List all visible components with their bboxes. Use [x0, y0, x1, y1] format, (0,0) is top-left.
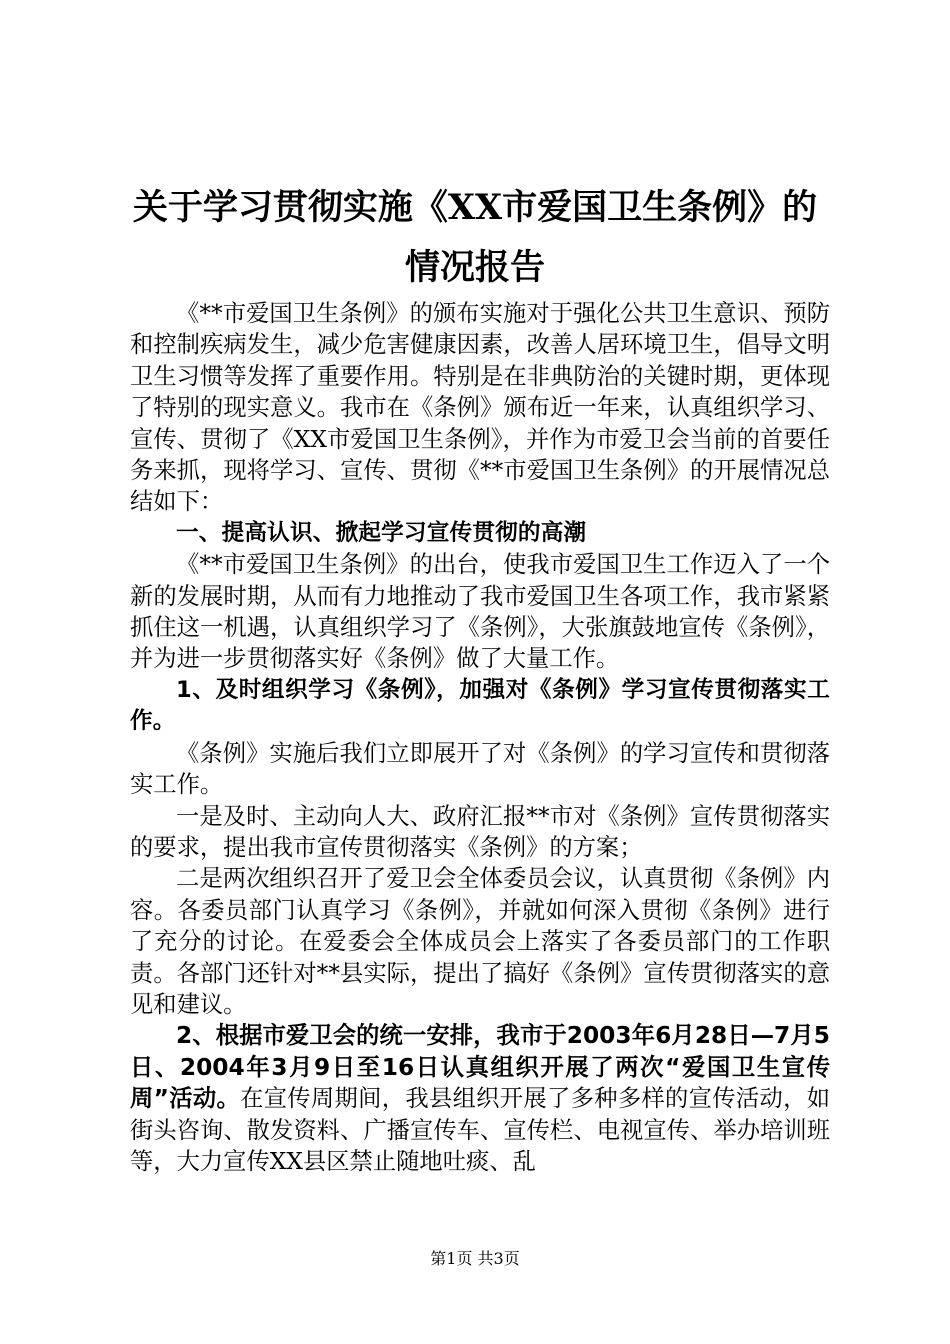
subsection-heading-1: 1、及时组织学习《条例》，加强对《条例》学习宣传贯彻落实工作。	[130, 676, 830, 735]
item-one-paragraph: 一是及时、主动向人大、政府汇报**市对《条例》宣传贯彻落实的要求，提出我市宣传贯彻落实《条例》的方案；	[130, 802, 830, 861]
item-two-paragraph: 二是两次组织召开了爱卫会全体委员会议，认真贯彻《条例》内容。各委员部门认真学习《条例》，并就如何深入贯彻《条例》进行了充分的讨论。在爱委会全体成员会上落实了各委员部门的工作职责。各部门还针对**县实际，提出了搞好《条例》宣传贯彻落实的意见和建议。	[130, 865, 830, 1018]
subsection-heading-2: 2、根据市爱卫会的统一安排，我市于2003年6月28日—7月5日、2004年3月9日至16日认真组织开展了两次“爱国卫生宣传周”活动。	[130, 1022, 830, 1113]
subsection-2-text: 在宣传周期间，我县组织开展了多种多样的宣传活动，如街头咨询、散发资料、广播宣传车、宣传栏、电视宣传、举办培训班等，大力宣传XX县区禁止随地吐痰、乱	[130, 1085, 831, 1175]
section-heading-1: 一、提高认识、掀起学习宣传贯彻的高潮	[176, 519, 587, 546]
page-number: 第1页 共3页	[430, 1249, 520, 1268]
document-title-line2: 情况报告	[404, 247, 545, 288]
document-body	[130, 298, 830, 1177]
section-1-paragraph: 《**市爱国卫生条例》的出台，使我市爱国卫生工作迈入了一个新的发展时期，从而有力地推动了我市爱国卫生各项工作，我市紧紧抓住这一机遇，认真组织学习了《条例》，大张旗鼓地宣传《条例》，并为进一步贯彻落实好《条例》做了大量工作。	[130, 551, 830, 673]
subsection-1-paragraph: 《条例》实施后我们立即展开了对《条例》的学习宣传和贯彻落实工作。	[130, 739, 830, 799]
document-title-line1: 关于学习贯彻实施《XX市爱国卫生条例》的	[132, 187, 818, 228]
subsection-2-paragraph	[130, 1020, 830, 1177]
intro-paragraph: 《**市爱国卫生条例》的颁布实施对于强化公共卫生意识、预防和控制疾病发生，减少危害健康因素，改善人居环境卫生，倡导文明卫生习惯等发挥了重要作用。特别是在非典防治的关键时期，更体现了特别的现实意义。我市在《条例》颁布近一年来，认真组织学习、宣传、贯彻了《XX市爱国卫生条例》，并作为市爱卫会当前的首要任务来抓，现将学习、宣传、贯彻《**市爱国卫生条例》的开展情况总结如下：	[130, 300, 830, 516]
